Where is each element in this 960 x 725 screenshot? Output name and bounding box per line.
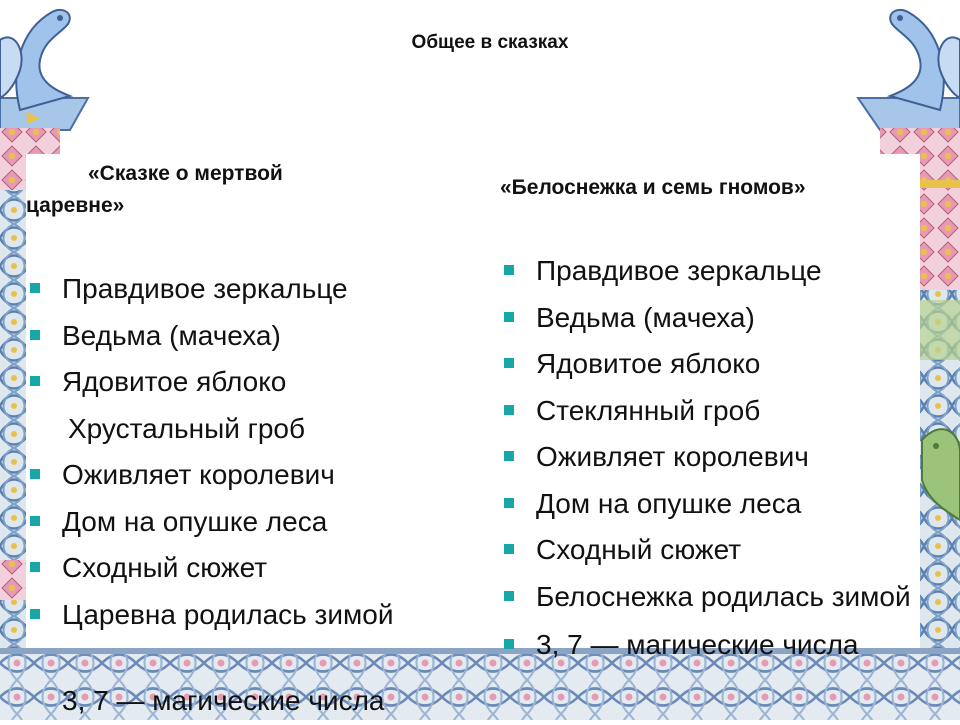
list-item: Белоснежка родилась зимой <box>500 574 920 622</box>
list-item: Ядовитое яблоко <box>26 359 466 406</box>
list-item: 3, 7 — магические числа <box>62 685 385 716</box>
bullet-icon <box>30 516 40 526</box>
bullet-icon <box>30 469 40 479</box>
list-item: Стеклянный гроб <box>500 388 920 435</box>
right-feature-list <box>500 248 920 668</box>
bullet-icon <box>30 609 40 619</box>
bullet-icon <box>30 376 40 386</box>
list-item: Правдивое зеркальце <box>500 248 920 295</box>
bullet-icon <box>504 639 514 649</box>
bullet-icon <box>504 451 514 461</box>
slide-title: Общее в сказках <box>411 32 569 53</box>
bullet-icon <box>504 265 514 275</box>
list-item: 3, 7 — магические числа <box>500 622 920 669</box>
list-item: Ядовитое яблоко <box>500 341 920 388</box>
left-feature-list <box>26 266 466 725</box>
right-column-heading: «Белоснежка и семь гномов» <box>500 176 806 199</box>
left-column <box>0 110 26 720</box>
left-column-heading: «Сказке о мертвой царевне» <box>26 162 283 217</box>
bullet-icon <box>504 498 514 508</box>
bullet-icon <box>504 544 514 554</box>
list-item: Оживляет королевич <box>26 452 466 499</box>
list-item: Ведьма (мачеха) <box>500 295 920 342</box>
bullet-icon <box>30 562 40 572</box>
list-item: Хрустальный гроб <box>68 412 306 444</box>
bullet-icon <box>504 591 514 601</box>
list-item: Сходный сюжет <box>500 527 920 574</box>
bullet-icon <box>30 330 40 340</box>
list-item: Сходный сюжет <box>26 545 466 592</box>
bullet-icon <box>504 312 514 322</box>
list-item: Правдивое зеркальце <box>26 266 466 313</box>
list-item: Дом на опушке леса <box>26 499 466 546</box>
list-item: Царевна родилась зимой <box>26 592 466 639</box>
list-item: Дом на опушке леса <box>500 481 920 528</box>
bullet-icon <box>504 358 514 368</box>
list-item: Оживляет королевич <box>500 434 920 481</box>
bullet-icon <box>30 283 40 293</box>
list-item: Ведьма (мачеха) <box>26 313 466 360</box>
bullet-icon <box>504 405 514 415</box>
